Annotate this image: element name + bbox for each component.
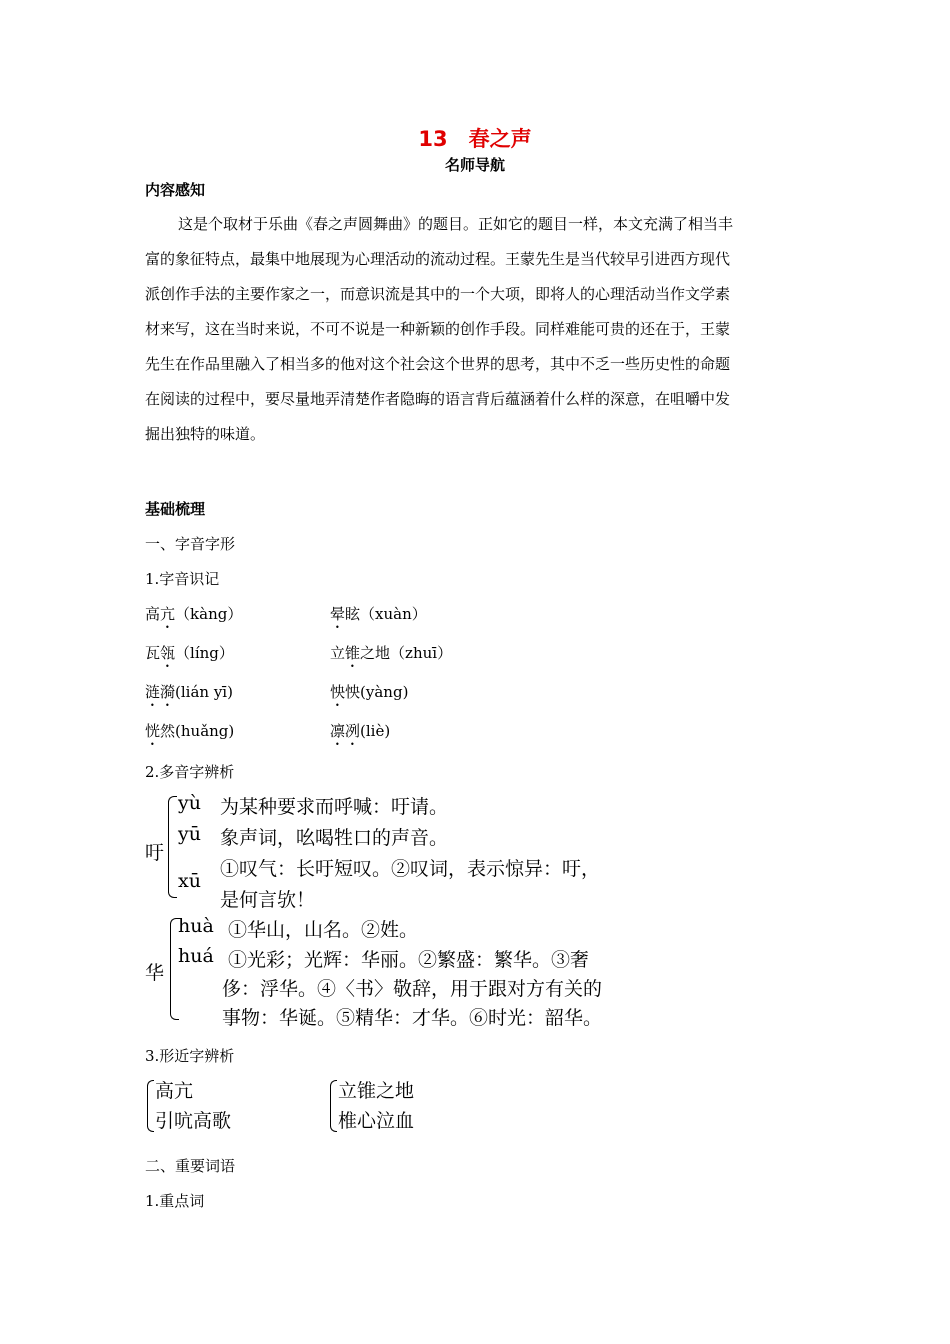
reading-meaning: 侈：浮华。④〈书〉敬辞，用于跟对方有关的: [222, 978, 603, 1000]
page-subtitle: 名师导航: [444, 156, 505, 174]
reading-meaning: 象声词，吆喝牲口的声音。: [220, 827, 449, 849]
sub-heading-polyphonic: 2.多音字辨析: [145, 763, 235, 781]
reading-meaning: ①华山，山名。②姓。: [228, 919, 419, 941]
paragraph-line: 先生在作品里融入了相当多的他对这个社会这个世界的思考，其中不乏一些历史性的命题: [145, 355, 731, 373]
pinyin-item: 晕眩（xuàn）: [330, 605, 427, 623]
reading-meaning: 为某种要求而呼喊：吁请。: [220, 796, 449, 818]
pinyin-item: 恍然(huǎng): [145, 722, 235, 740]
reading-pinyin: huá: [178, 945, 214, 967]
paragraph-line: 富的象征特点，最集中地展现为心理活动的流动过程。王蒙先生是当代较早引进西方现代: [145, 250, 731, 268]
sub-heading-memorize: 1.字音识记: [145, 570, 220, 588]
similar-word: 高亢: [155, 1080, 194, 1102]
paragraph-line: 在阅读的过程中，要尽量地弄清楚作者隐晦的语言背后蕴涵着什么样的深意，在咀嚼中发: [145, 390, 731, 408]
similar-word: 引吭高歌: [155, 1110, 232, 1132]
pinyin-item: 立锥之地（zhuī）: [330, 644, 453, 662]
pinyin-item: 凛冽(liè): [330, 722, 391, 740]
reading-pinyin: huà: [178, 915, 214, 937]
brace-icon: [330, 1080, 337, 1132]
reading-pinyin: xū: [178, 870, 201, 892]
sub-heading-similar: 3.形近字辨析: [145, 1047, 235, 1065]
brace-icon: [147, 1080, 154, 1132]
similar-word: 立锥之地: [338, 1080, 415, 1102]
similar-word: 椎心泣血: [338, 1110, 415, 1132]
paragraph-line: 派创作手法的主要作家之一，而意识流是其中的一个大项，即将人的心理活动当作文学素: [145, 285, 731, 303]
polyphonic-char: 华: [145, 962, 165, 984]
section-heading-content: 内容感知: [145, 181, 206, 199]
paragraph-line: 这是个取材于乐曲《春之声圆舞曲》的题目。正如它的题目一样，本文充满了相当丰: [178, 215, 734, 233]
paragraph-line: 掘出独特的味道。: [145, 425, 266, 443]
reading-meaning: 是何言欤！: [220, 889, 316, 911]
reading-meaning: ①光彩；光辉：华丽。②繁盛：繁华。③奢: [228, 949, 590, 971]
paragraph-line: 材来写，这在当时来说，不可不说是一种新颖的创作手段。同样难能可贵的还在于，王蒙: [145, 320, 731, 338]
section-heading-basics: 基础梳理: [145, 500, 206, 518]
pinyin-item: 涟漪(lián yī): [145, 683, 233, 701]
sub-heading-key-words: 1.重点词: [145, 1192, 205, 1210]
brace-icon: [168, 796, 177, 898]
pinyin-item: 瓦瓴（líng）: [145, 644, 234, 662]
part-heading-vocabulary: 二、重要词语: [145, 1157, 236, 1175]
reading-meaning: 事物：华诞。⑤精华：才华。⑥时光：韶华。: [222, 1007, 603, 1029]
reading-pinyin: yū: [178, 823, 201, 845]
pinyin-item: 怏怏(yàng): [330, 683, 409, 701]
part-heading-pronunciation: 一、字音字形: [145, 535, 236, 553]
page-title: 13 春之声: [418, 127, 532, 151]
pinyin-item: 高亢（kàng）: [145, 605, 243, 623]
reading-pinyin: yù: [178, 792, 201, 814]
reading-meaning: ①叹气：长吁短叹。②叹词，表示惊异：吁，: [220, 858, 601, 880]
polyphonic-char: 吁: [145, 842, 165, 864]
